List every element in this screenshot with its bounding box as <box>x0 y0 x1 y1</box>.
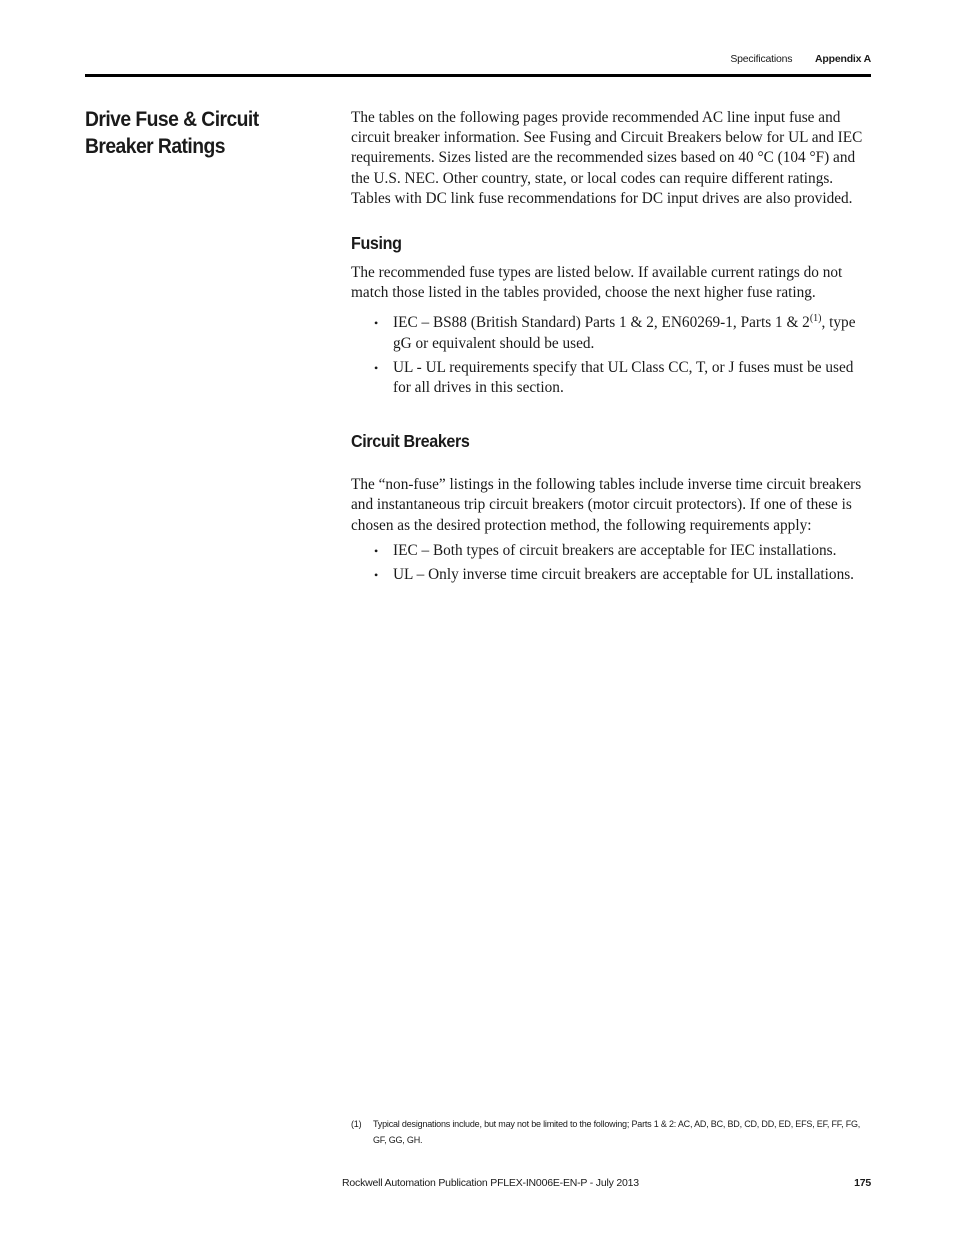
bullet-icon: • <box>374 568 379 583</box>
circuit-breakers-paragraph: The “non-fuse” listings in the following tables include inverse time circuit breakers and instantaneous trip circuit breakers (motor circuit protectors). If one of these is chosen as the desired protection method, the following requirements apply: <box>351 476 862 534</box>
fusing-bullet-ul: UL - UL requirements specify that UL Class CC, T, or J fuses must be used for all drives in this section. <box>393 358 854 397</box>
header-appendix-label: Appendix A <box>815 53 871 65</box>
page-number: 175 <box>854 1177 871 1189</box>
list-item <box>351 565 872 585</box>
footnote-text: Typical designations include, but may not be limited to the following; Parts 1 & 2: AC, AD, BC, BD, CD, DD, ED, EFS, EF, FF, FG, GF, GG, GH. <box>373 1119 861 1145</box>
header-divider <box>85 74 871 77</box>
header-section-label: Specifications <box>730 53 793 65</box>
fusing-bullet-iec-text-cont: , type gG or equivalent should be used. <box>393 314 856 352</box>
list-item <box>351 313 872 353</box>
running-header <box>730 53 871 65</box>
list-item <box>351 358 872 398</box>
footnote-reference[interactable]: (1) <box>809 313 822 325</box>
circuit-breakers-bullet-list <box>351 541 872 585</box>
page-title: Drive Fuse & Circuit Breaker Ratings <box>85 108 259 158</box>
fusing-paragraph: The recommended fuse types are listed below. If available current ratings do not match those listed in the tables provided, choose the next higher fuse rating. <box>351 264 843 302</box>
bullet-icon: • <box>374 316 379 331</box>
list-item <box>351 541 872 561</box>
fusing-bullet-iec-text: IEC – BS88 (British Standard) Parts 1 & 2, EN60269-1, Parts 1 & 2 <box>393 314 810 332</box>
circuit-breakers-bullet-iec: IEC – Both types of circuit breakers are acceptable for IEC installations. <box>393 541 837 559</box>
fusing-heading: Fusing <box>351 233 402 254</box>
bullet-icon: • <box>374 360 379 375</box>
fusing-bullet-iec <box>393 314 856 351</box>
circuit-breakers-heading: Circuit Breakers <box>351 431 470 452</box>
bullet-icon: • <box>374 543 379 558</box>
publication-info: Rockwell Automation Publication PFLEX-IN006E-EN-P - July 2013 <box>342 1177 639 1189</box>
footnote <box>351 1116 872 1148</box>
intro-paragraph: The tables on the following pages provide recommended AC line input fuse and circuit breaker information. See Fusing and Circuit Breakers below for UL and IEC requirements. Sizes listed are the recommended sizes based on 40 °C (104 °F) and the U.S. NEC. Other country, state, or local codes can require different ratings. Tables with DC link fuse recommendations for DC input drives are also provided. <box>351 109 863 207</box>
main-content <box>351 108 872 601</box>
footnote-number: (1) <box>351 1119 362 1129</box>
fusing-bullet-list <box>351 313 872 398</box>
circuit-breakers-bullet-ul: UL – Only inverse time circuit breakers are acceptable for UL installations. <box>393 566 854 584</box>
